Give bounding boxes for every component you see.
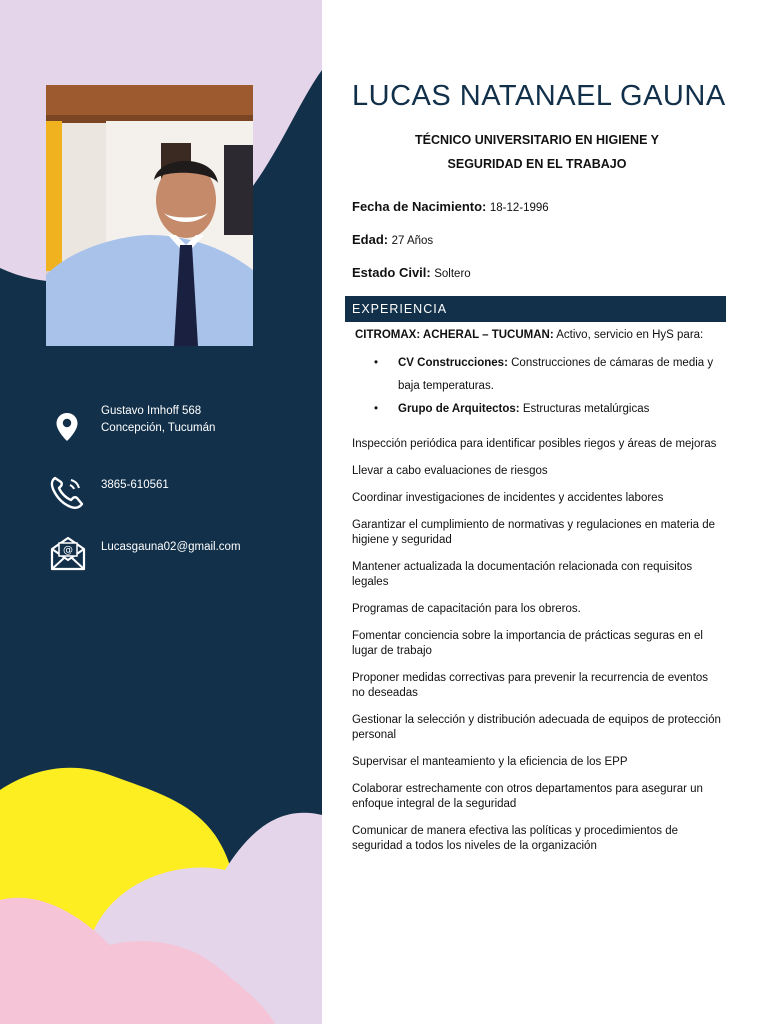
client-name: Grupo de Arquitectos:	[398, 403, 520, 415]
location-pin-icon	[55, 412, 79, 447]
age-value: 27 Años	[391, 235, 434, 247]
list-item	[374, 352, 738, 398]
list-item: Mantener actualizada la documentación relacionada con requisitos legales	[352, 561, 693, 588]
phone-icon	[49, 474, 85, 515]
company-name: CITROMAX: ACHERAL – TUCUMAN:	[355, 329, 554, 341]
list-item: Gestionar la selección y distribución adecuada de equipos de protección personal	[352, 714, 721, 741]
email-icon	[49, 535, 87, 576]
title-line1: TÉCNICO UNIVERSITARIO EN HIGIENE Y	[414, 133, 659, 147]
sidebar	[0, 0, 322, 1024]
email-address[interactable]: Lucasgauna02@gmail.com	[101, 541, 241, 553]
profile-photo	[46, 85, 253, 346]
address	[101, 403, 215, 437]
list-item: Supervisar el manteamiento y la eficiencia de los EPP	[352, 756, 628, 768]
address-line2: Concepción, Tucumán	[101, 422, 216, 434]
list-item: Garantizar el cumplimiento de normativas y regulaciones en materia de higiene y seguridad	[352, 519, 716, 546]
list-item: Llevar a cabo evaluaciones de riesgos	[352, 465, 548, 477]
list-item	[374, 398, 738, 421]
marital-status-row	[352, 265, 471, 280]
birth-date-row	[352, 199, 549, 214]
marital-status-value: Soltero	[434, 268, 471, 280]
birth-date-label: Fecha de Nacimiento:	[352, 199, 487, 214]
duties-list	[352, 437, 722, 866]
experience-section-header: EXPERIENCIA	[345, 296, 726, 322]
full-name: LUCAS NATANAEL GAUNA	[352, 80, 726, 112]
list-item: Programas de capacitación para los obreros.	[352, 603, 581, 615]
list-item: Comunicar de manera efectiva las políticas y procedimientos de seguridad a todos los niveles de la organización	[352, 825, 678, 852]
list-item: Colaborar estrechamente con otros departamentos para asegurar un enfoque integral de la seguridad	[352, 783, 703, 810]
client-name: CV Construcciones:	[398, 357, 508, 369]
svg-text:@: @	[63, 545, 73, 556]
list-item: Proponer medidas correctivas para prevenir la recurrencia de eventos no deseadas	[352, 672, 709, 699]
bullet-icon: •	[374, 357, 379, 369]
client-list	[374, 352, 738, 421]
age-label: Edad:	[352, 232, 389, 247]
list-item: Fomentar conciencia sobre la importancia de prácticas seguras en el lugar de trabajo	[352, 630, 703, 657]
marital-status-label: Estado Civil:	[352, 265, 431, 280]
age-row	[352, 232, 433, 247]
title-line2: SEGURIDAD EN EL TRABAJO	[447, 157, 627, 171]
client-description: Estructuras metalúrgicas	[522, 403, 650, 415]
birth-date-value: 18-12-1996	[489, 202, 549, 214]
address-line1: Gustavo Imhoff 568	[101, 405, 202, 417]
company-line	[355, 329, 703, 341]
company-description: Activo, servicio en HyS para:	[556, 329, 704, 341]
phone-number: 3865-610561	[101, 479, 169, 491]
professional-title	[352, 128, 722, 176]
list-item: Coordinar investigaciones de incidentes y accidentes labores	[352, 492, 664, 504]
bullet-icon: •	[374, 403, 379, 415]
list-item: Inspección periódica para identificar posibles riegos y áreas de mejoras	[352, 438, 717, 450]
main-content	[322, 0, 768, 1024]
client-description: Construcciones de cámaras de media y baja temperaturas.	[398, 357, 714, 392]
